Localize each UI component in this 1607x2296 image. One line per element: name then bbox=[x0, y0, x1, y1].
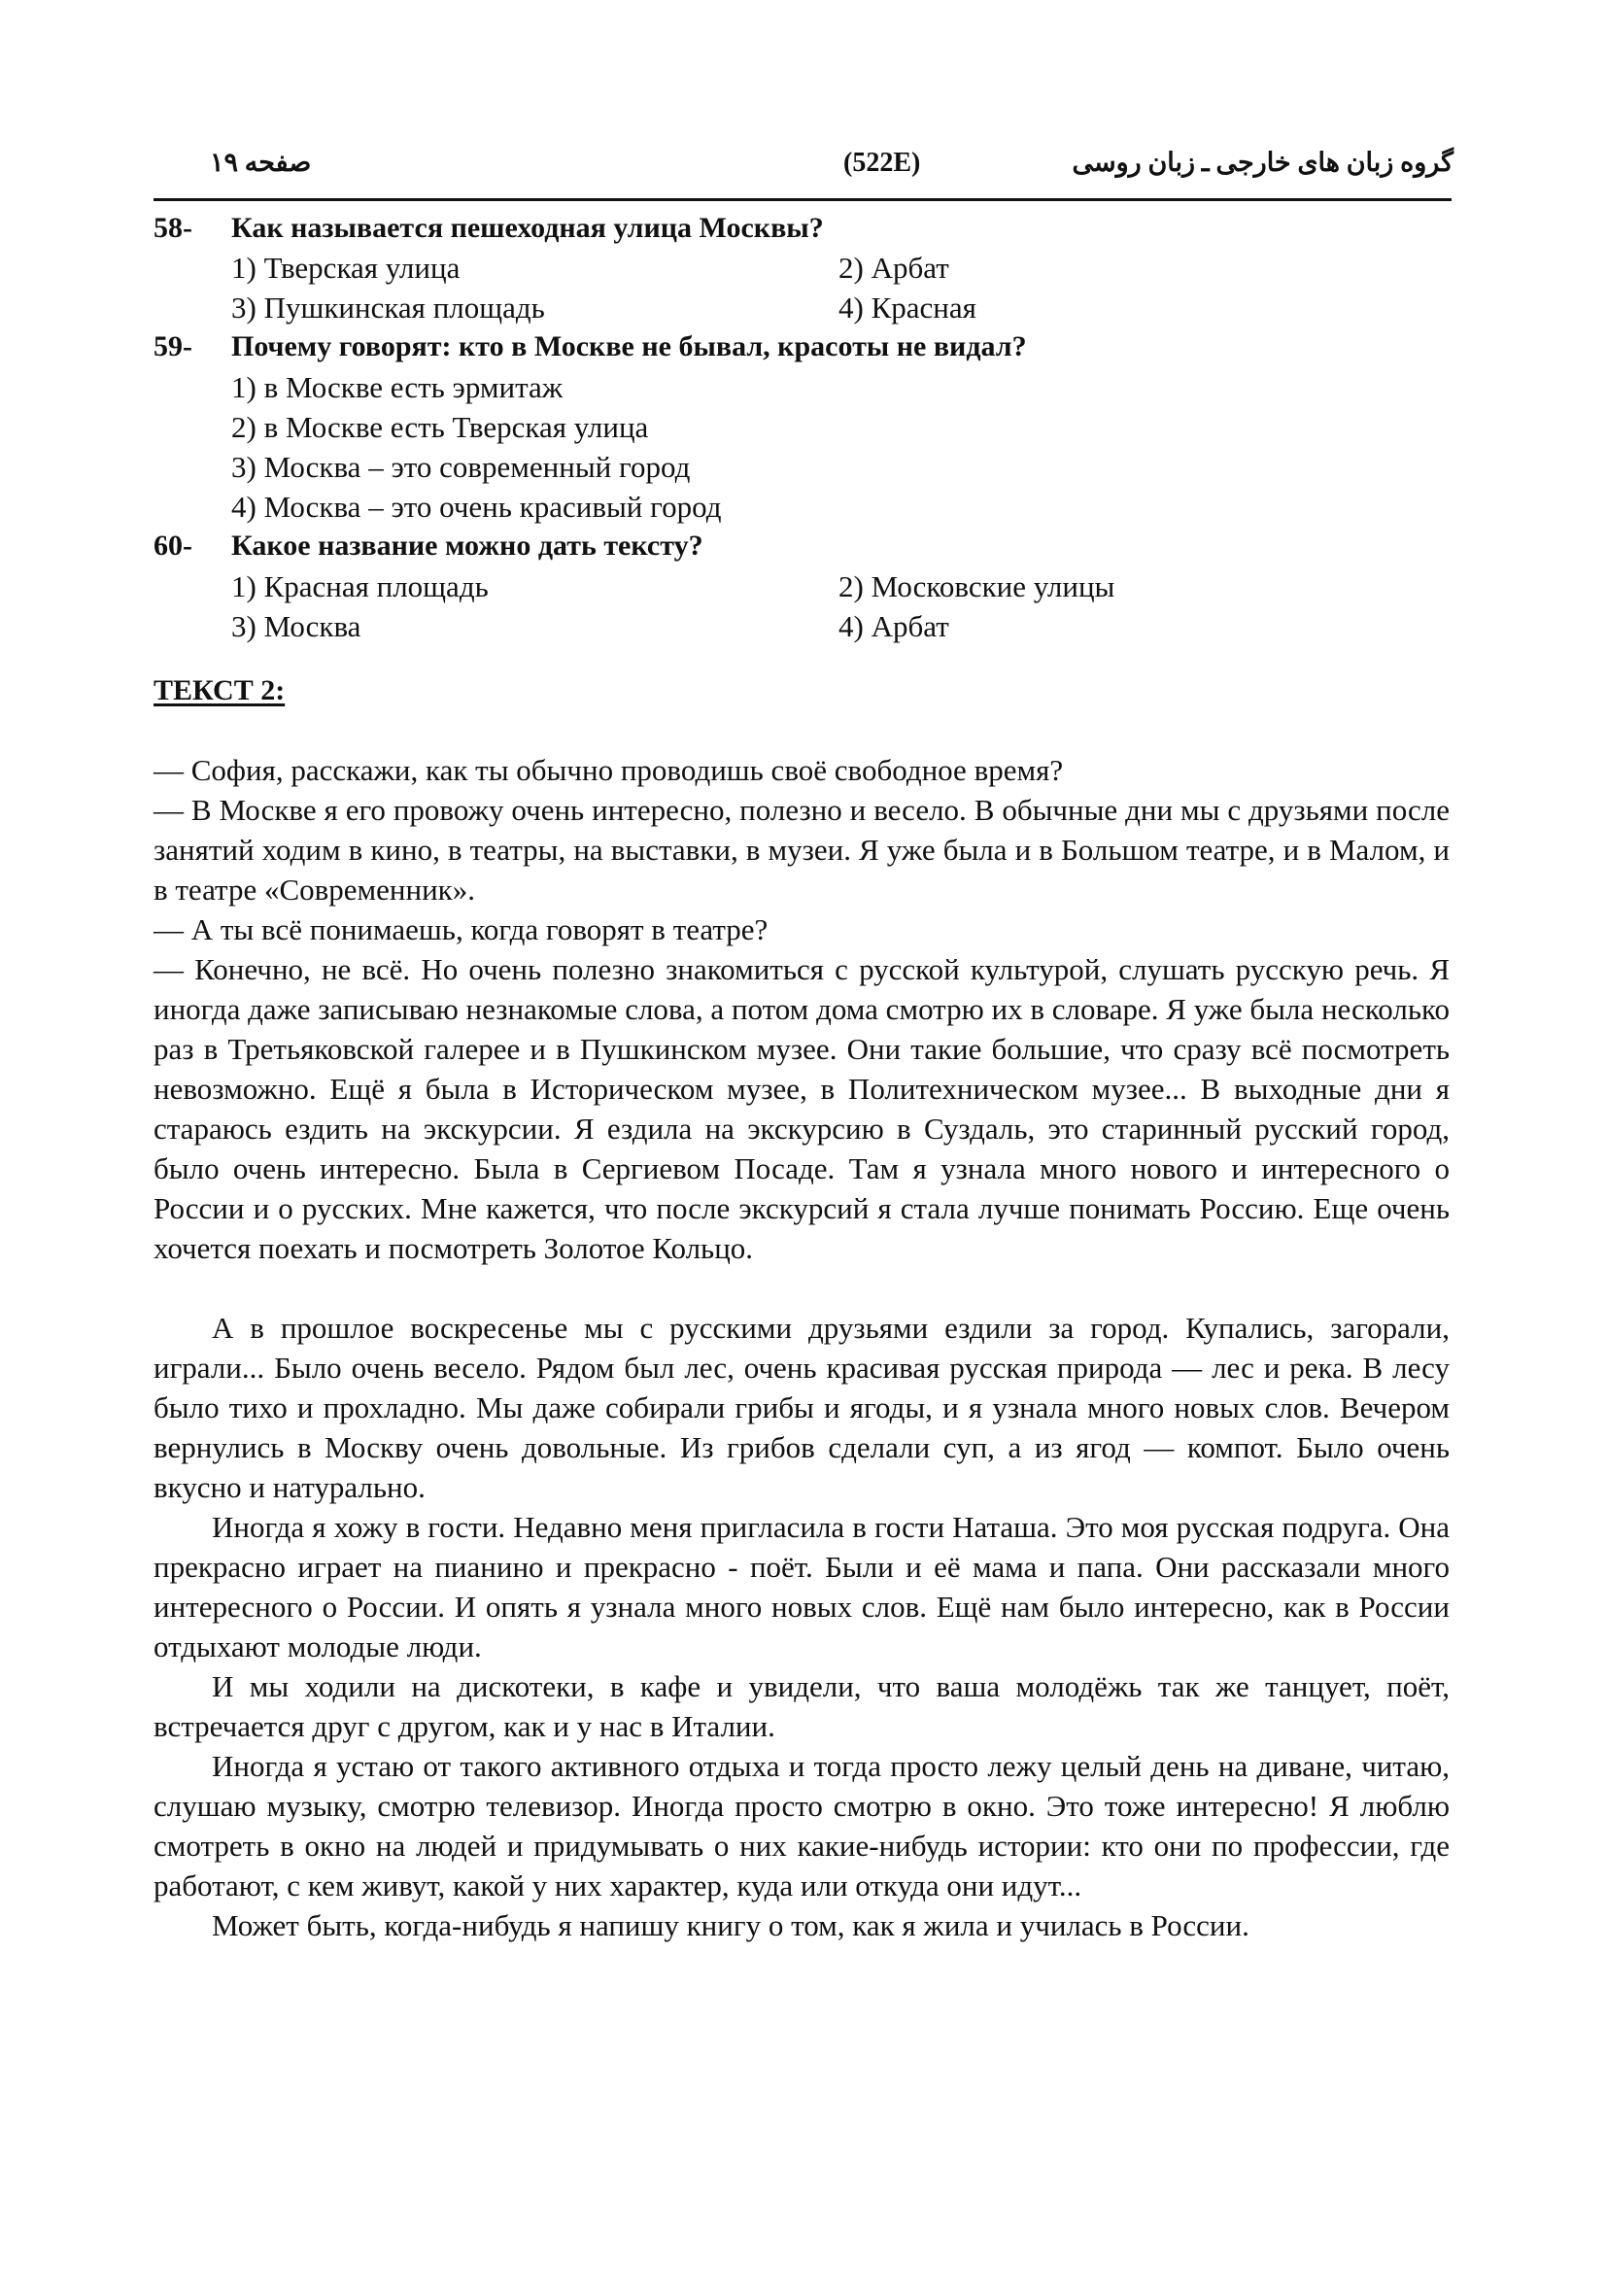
option-59-4: 4) Москва – это очень красивый город bbox=[231, 490, 722, 524]
question-text: Как называется пешеходная улица Москвы? bbox=[231, 212, 824, 244]
dialogue-line: — София, расскажи, как ты обычно проводишь своё свободное время? bbox=[154, 753, 1064, 787]
body-paragraph: Иногда я устаю от такого активного отдыха и тогда просто лежу целый день на диване, читаю, слушаю музыку, смотрю телевизор. Иногда просто смотрю в окно. Это тоже интересно! Я люблю смотреть в окно на людей и придумывать о них какие-нибудь истории: кто они по профессии, где работают, с кем живут, какой у них характер, куда или откуда они идут... bbox=[154, 1749, 1450, 1902]
option-58-3: 3) Пушкинская площадь bbox=[231, 291, 545, 325]
body-paragraph: Иногда я хожу в гости. Недавно меня пригласила в гости Наташа. Это моя русская подруга. Она прекрасно играет на пианино и прекрасно - поёт. Были и её мама и папа. Они рассказали много интересного о России. И опять я узнала много новых слов. Ещё нам было интересно, как в России отдыхают молодые люди. bbox=[154, 1510, 1450, 1663]
option-59-1: 1) в Москве есть эрмитаж bbox=[231, 370, 564, 404]
exam-code: (522E) bbox=[843, 148, 921, 178]
body-paragraph: Может быть, когда-нибудь я напишу книгу о том, как я жила и училась в России. bbox=[212, 1908, 1249, 1942]
option-59-2: 2) в Москве есть Тверская улица bbox=[231, 410, 649, 444]
option-60-1: 1) Красная площадь bbox=[231, 569, 489, 603]
header-divider bbox=[154, 198, 1452, 201]
question-number: 60- bbox=[154, 530, 192, 562]
option-60-3: 3) Москва bbox=[231, 609, 361, 643]
option-58-2: 2) Арбат bbox=[838, 251, 949, 285]
dialogue-line: — Конечно, не всё. Но очень полезно знакомиться с русской культурой, слушать русскую речь. Я иногда даже записываю незнакомые слова, а потом дома смотрю их в словаре. Я уже была несколько раз в Третьяковской галерее и в Пушкинском музее. Они такие большие, что сразу всё посмотреть невозможно. Ещё я была в Историческом музее, в Политехническом музее... В выходные дни я стараюсь ездить на экскурсии. Я ездила на экскурсию в Суздаль, это старинный русский город, было очень интересно. Была в Сергиевом Посаде. Там я узнала много нового и интересного о России и о русских. Мне кажется, что после экскурсий я стала лучше понимать Россию. Еще очень хочется поехать и посмотреть Золотое Кольцо. bbox=[154, 952, 1450, 1265]
question-number: 59- bbox=[154, 330, 192, 362]
option-58-1: 1) Тверская улица bbox=[231, 251, 461, 285]
option-59-3: 3) Москва – это современный город bbox=[231, 450, 691, 484]
option-60-2: 2) Московские улицы bbox=[838, 569, 1115, 603]
body-paragraph: И мы ходили на дискотеки, в кафе и увидели, что ваша молодёжь так же танцует, поёт, встречается друг с другом, как и у нас в Италии. bbox=[154, 1669, 1450, 1743]
text-heading: ТЕКСТ 2: bbox=[154, 674, 286, 706]
body-paragraph: А в прошлое воскресенье мы с русскими друзьями ездили за город. Купались, загорали, играли... Было очень весело. Рядом был лес, очень красивая русская природа — лес и река. В лесу было тихо и прохладно. Мы даже собирали грибы и ягоды, и я узнала много новых слов. Вечером вернулись в Москву очень довольные. Из грибов сделали суп, а из ягод — компот. Было очень вкусно и натурально. bbox=[154, 1311, 1450, 1504]
dialogue-line: — В Москве я его провожу очень интересно, полезно и весело. В обычные дни мы с друзьями после занятий ходим в кино, в театры, на выставки, в музеи. Я уже была и в Большом театре, и в Малом, и в театре «Современник». bbox=[154, 793, 1450, 907]
question-number: 58- bbox=[154, 212, 192, 244]
page-number: صفحه ۱۹ bbox=[210, 148, 312, 177]
question-text: Какое название можно дать тексту? bbox=[231, 530, 703, 562]
dialogue-line: — А ты всё понимаешь, когда говорят в театре? bbox=[154, 912, 769, 946]
option-58-4: 4) Красная bbox=[838, 291, 976, 325]
subject-title: گروه زبان های خارجی ـ زبان روسی bbox=[1072, 148, 1453, 177]
option-60-4: 4) Арбат bbox=[838, 609, 949, 643]
question-text: Почему говорят: кто в Москве не бывал, красоты не видал? bbox=[231, 330, 1027, 362]
